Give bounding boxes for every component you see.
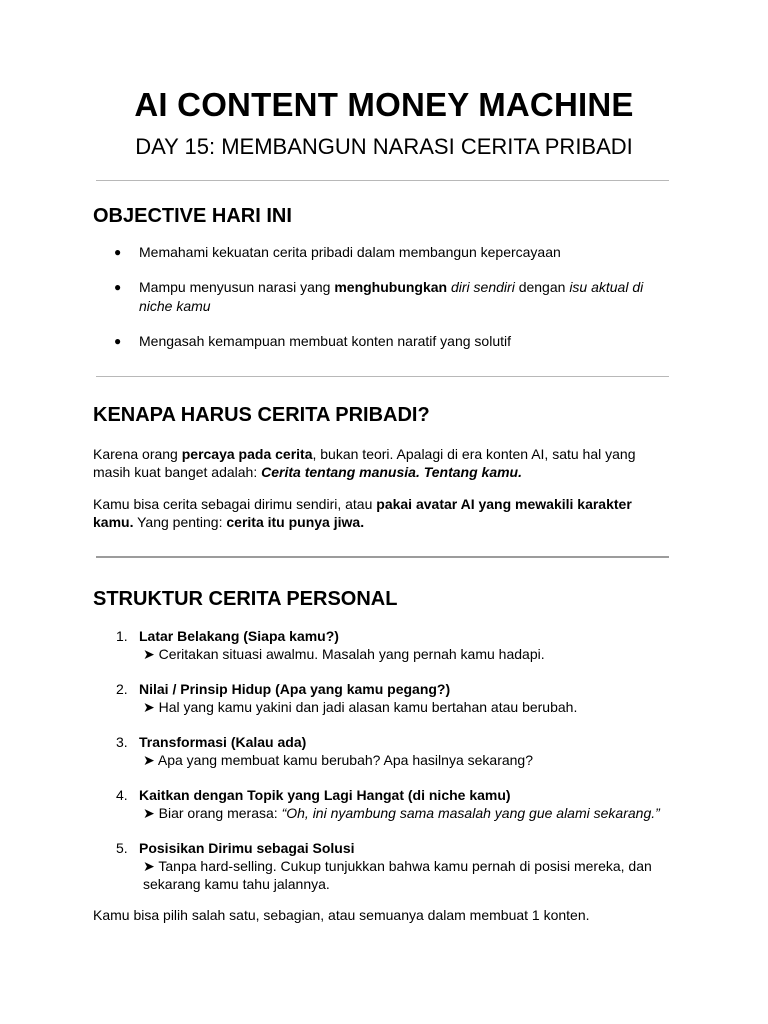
list-item: ● Mengasah kemampuan membuat konten naratif yang solutif [114,333,511,349]
bullet-icon: ● [114,280,122,294]
paragraph: Karena orang percaya pada cerita, bukan teori. Apalagi di era konten AI, satu hal yang masih kuat banget adalah: Cerita tentang manusia. Tentang kamu. [93,446,636,480]
paragraph: Kamu bisa cerita sebagai dirimu sendiri, atau pakai avatar AI yang mewakili karakter kamu. Yang penting: cerita itu punya jiwa. [93,496,632,530]
bullet-icon: ● [114,245,122,259]
objective-list [93,243,673,367]
list-item-title: Latar Belakang (Siapa kamu?) [139,628,339,644]
arrow-icon: ➤ [143,805,155,821]
divider [96,180,669,181]
list-item: 5. Posisikan Dirimu sebagai Solusi ➤ Tanpa hard-selling. Cukup tunjukkan bahwa kamu pernah di posisi mereka, dan sekarang kamu tahu jalannya. [116,840,652,892]
list-item-title: Transformasi (Kalau ada) [139,734,307,750]
list-item: ● Mampu menyusun narasi yang menghubungkan diri sendiri dengan isu aktual di niche kamu [114,279,644,314]
closing-paragraph: Kamu bisa pilih salah satu, sebagian, atau semuanya dalam membuat 1 konten. [93,907,590,923]
section-heading-why: KENAPA HARUS CERITA PRIBADI? [93,404,430,426]
list-item-title: Kaitkan dengan Topik yang Lagi Hangat (di niche kamu) [139,787,511,803]
document-title: AI CONTENT MONEY MACHINE [134,86,634,123]
list-item: 1. Latar Belakang (Siapa kamu?) ➤ Ceritakan situasi awalmu. Masalah yang pernah kamu hadapi. [116,628,545,662]
list-item-title: Posisikan Dirimu sebagai Solusi [139,840,355,856]
list-item: 2. Nilai / Prinsip Hidup (Apa yang kamu pegang?) ➤ Hal yang kamu yakini dan jadi alasan kamu bertahan atau berubah. [116,681,578,715]
list-item: ● Memahami kekuatan cerita pribadi dalam membangun kepercayaan [114,244,561,260]
section-heading-structure: STRUKTUR CERITA PERSONAL [93,588,398,610]
bullet-icon: ● [114,334,122,348]
divider [96,376,669,377]
structure-list [93,627,683,910]
arrow-icon: ➤ [143,858,155,874]
section-heading-objective: OBJECTIVE HARI INI [93,205,292,227]
divider [96,556,669,558]
document-subtitle: DAY 15: MEMBANGUN NARASI CERITA PRIBADI [135,134,633,159]
arrow-icon: ➤ [143,646,155,662]
list-item-title: Nilai / Prinsip Hidup (Apa yang kamu pegang?) [139,681,451,697]
list-item: 4. Kaitkan dengan Topik yang Lagi Hangat (di niche kamu) ➤ Biar orang merasa: “Oh, ini nyambung sama masalah yang gue alami sekarang.” [116,787,660,821]
list-item: 3. Transformasi (Kalau ada) ➤ Apa yang membuat kamu berubah? Apa hasilnya sekarang? [116,734,533,768]
arrow-icon: ➤ [143,699,155,715]
arrow-icon: ➤ [143,752,155,768]
